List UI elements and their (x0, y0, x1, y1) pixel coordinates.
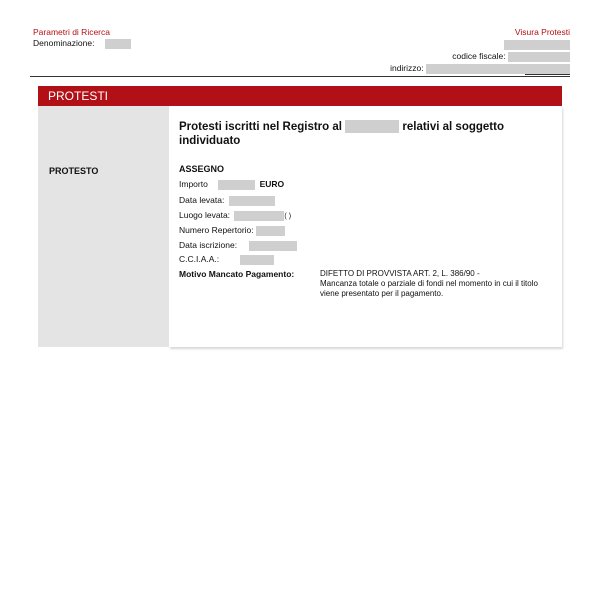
codice-fiscale-label: codice fiscale: (452, 51, 506, 61)
redacted-data-levata (229, 196, 275, 206)
numero-repertorio-row (179, 225, 285, 236)
numero-repertorio-label: Numero Repertorio: (179, 225, 254, 235)
cciaa-row (179, 254, 274, 265)
header-divider (30, 76, 570, 77)
luogo-levata-label: Luogo levata: (179, 210, 231, 220)
data-levata-row (179, 195, 275, 206)
motivo-value (320, 269, 550, 299)
motivo-label: Motivo Mancato Pagamento: (179, 269, 295, 279)
title-part2: relativi al soggetto (402, 121, 504, 133)
data-levata-label: Data levata: (179, 195, 225, 205)
importo-row (179, 179, 284, 190)
importo-label: Importo (179, 179, 208, 189)
data-iscrizione-row (179, 240, 297, 251)
redacted-registry-date (345, 120, 399, 133)
instrument-type: ASSEGNO (179, 164, 225, 174)
header-divider-accent (525, 74, 570, 75)
redacted-denominazione (105, 39, 131, 49)
left-column (38, 106, 169, 347)
codice-fiscale-row (390, 51, 570, 62)
denominazione-row (33, 38, 131, 49)
redacted-data-iscrizione (249, 241, 297, 251)
cciaa-label: C.C.I.A.A.: (179, 254, 220, 264)
redacted-indirizzo (426, 64, 570, 74)
luogo-paren: ( ) (284, 213, 292, 220)
section-header: PROTESTI (38, 86, 562, 106)
denominazione-label: Denominazione: (33, 38, 95, 48)
indirizzo-row (390, 63, 570, 74)
redacted-codice-fiscale (508, 52, 570, 62)
redacted-cciaa (240, 255, 274, 265)
currency: EURO (259, 179, 285, 189)
redacted-importo (218, 180, 255, 190)
motivo-description: Mancanza totale o parziale di fondi nel momento in cui il titolo viene presentato per il pagamento. (320, 279, 538, 298)
panel-title (179, 120, 549, 148)
redacted-luogo-levata (234, 211, 284, 221)
protesto-label: PROTESTO (49, 166, 99, 176)
redacted-name-row (390, 39, 570, 50)
redacted-numero-repertorio (256, 226, 285, 236)
motivo-code: DIFETTO DI PROVVISTA ART. 2, L. 386/90 - (320, 269, 480, 278)
data-iscrizione-label: Data iscrizione: (179, 240, 238, 250)
title-part1: Protesti iscritti nel Registro al (179, 121, 342, 133)
search-parameters (33, 27, 131, 49)
luogo-levata-row (179, 210, 291, 222)
title-line2: individuato (179, 135, 241, 147)
visura-header (390, 27, 570, 74)
search-parameters-title: Parametri di Ricerca (33, 27, 110, 37)
visura-title: Visura Protesti (514, 27, 570, 37)
indirizzo-label: indirizzo: (390, 63, 424, 73)
redacted-name (504, 40, 570, 50)
